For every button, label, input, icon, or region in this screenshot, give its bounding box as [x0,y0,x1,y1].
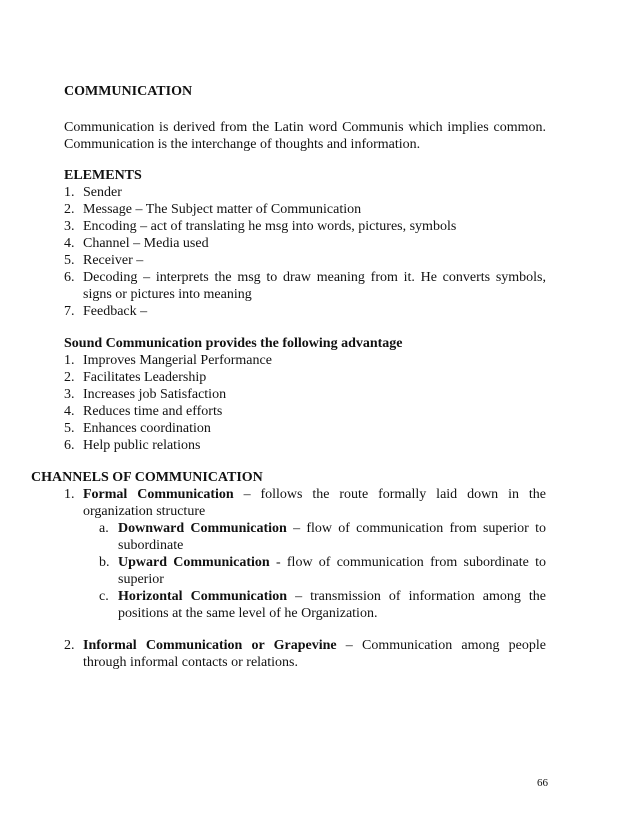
list-item: 6. Help public relations [64,438,201,453]
advantages-title: Sound Communication provides the following advantage [64,336,403,351]
informal-desc: – Communication among people through informal contacts or relations. [83,638,546,670]
informal-term: Informal Communication or Grapevine [83,638,337,653]
list-item: 3. Encoding – act of translating he msg into words, pictures, symbols [64,219,457,234]
advantages-list [64,352,546,454]
list-item: 1. Sender [64,185,122,200]
list-item: b. Upward Communication - flow of communication from subordinate to superior [99,555,546,587]
elements-title: ELEMENTS [64,168,142,183]
list-item: 5. Receiver – [64,253,144,268]
elements-list [64,184,546,320]
list-item: 2. Facilitates Leadership [64,370,207,385]
list-item: 5. Enhances coordination [64,421,211,436]
formal-sublist [99,520,546,622]
list-item: 2. Message – The Subject matter of Communication [64,202,362,217]
formal-communication-item [64,486,546,520]
advantages-section [64,335,546,454]
informal-communication-item [64,637,546,671]
list-item: 3. Increases job Satisfaction [64,387,227,402]
list-item: a. Downward Communication – flow of communication from superior to subordinate [99,521,546,553]
page-heading: COMMUNICATION [64,84,193,99]
list-item: 1. Formal Communication – follows the route formally laid down in the organization structure [64,487,546,519]
list-item: 6. Decoding – interprets the msg to draw meaning from it. He converts symbols, signs or pictures into meaning [64,270,546,302]
list-item: 4. Channel – Media used [64,236,209,251]
formal-desc: – follows the route formally laid down in the organization structure [83,487,546,519]
elements-section [64,167,546,320]
list-item: 4. Reduces time and efforts [64,404,223,419]
channels-title: CHANNELS OF COMMUNICATION [31,470,263,485]
list-item: c. Horizontal Communication – transmission of information among the positions at the same level of he Organization. [99,589,546,621]
intro-paragraph: Communication is derived from the Latin word Communis which implies common. Communication is the interchange of thoughts and information. [64,120,546,152]
formal-term: Formal Communication [83,487,234,502]
list-item: 1. Improves Mangerial Performance [64,353,272,368]
list-item: 7. Feedback – [64,304,148,319]
page-number: 66 [537,777,548,789]
list-item: 2. Informal Communication or Grapevine – Communication among people through informal contacts or relations. [64,638,546,670]
